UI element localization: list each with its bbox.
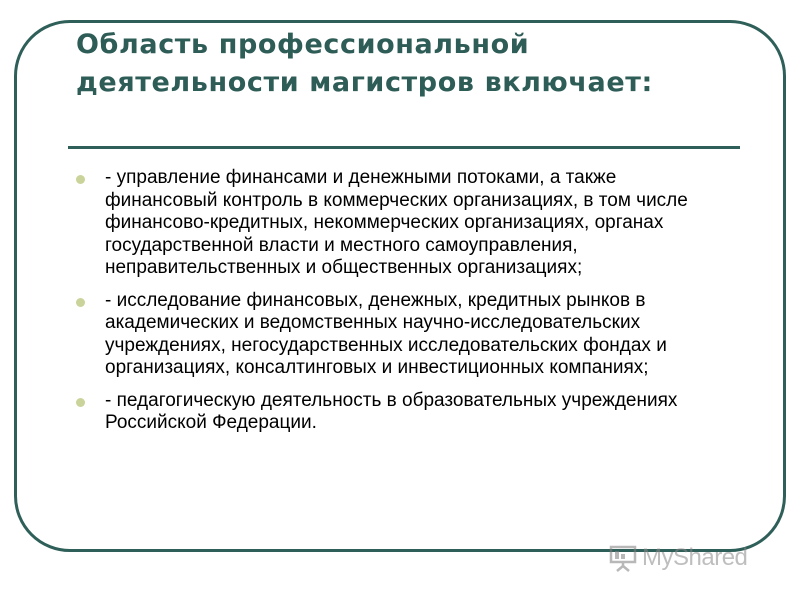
slide-title: [76, 26, 756, 103]
bullet-text: - педагогическую деятельность в образовательных учреждениях Российской Федерации.: [105, 389, 678, 433]
bullet-item-finance-management: [72, 167, 732, 280]
bullet-dot-icon: [76, 298, 85, 307]
bullet-item-market-research: [72, 290, 732, 380]
bullet-dot-icon: [76, 398, 85, 407]
title-line-2: деятельности магистров включает:: [76, 67, 653, 99]
watermark-text: MyShared: [642, 544, 748, 571]
bullet-text: - управление финансами и денежными потоками, а также финансовый контроль в коммерческих организациях, в том числе финансово-кредитных, некоммерческих организациях, органах государственной власти и местного самоуправления, неправительственных и общественных организациях;: [105, 167, 688, 278]
bullet-item-teaching: [72, 390, 732, 435]
bullet-list: [72, 167, 732, 445]
bullet-dot-icon: [76, 175, 85, 184]
title-divider: [68, 146, 740, 149]
presentation-board-icon: [608, 543, 638, 573]
watermark: [608, 538, 778, 578]
bullet-text: - исследование финансовых, денежных, кредитных рынков в академических и ведомственных научно-исследовательских учреждениях, негосударственных исследовательских фондах и организациях, консалтинговых и инвестиционных компаниях;: [105, 289, 667, 378]
title-line-1: Область профессиональной: [76, 29, 530, 60]
